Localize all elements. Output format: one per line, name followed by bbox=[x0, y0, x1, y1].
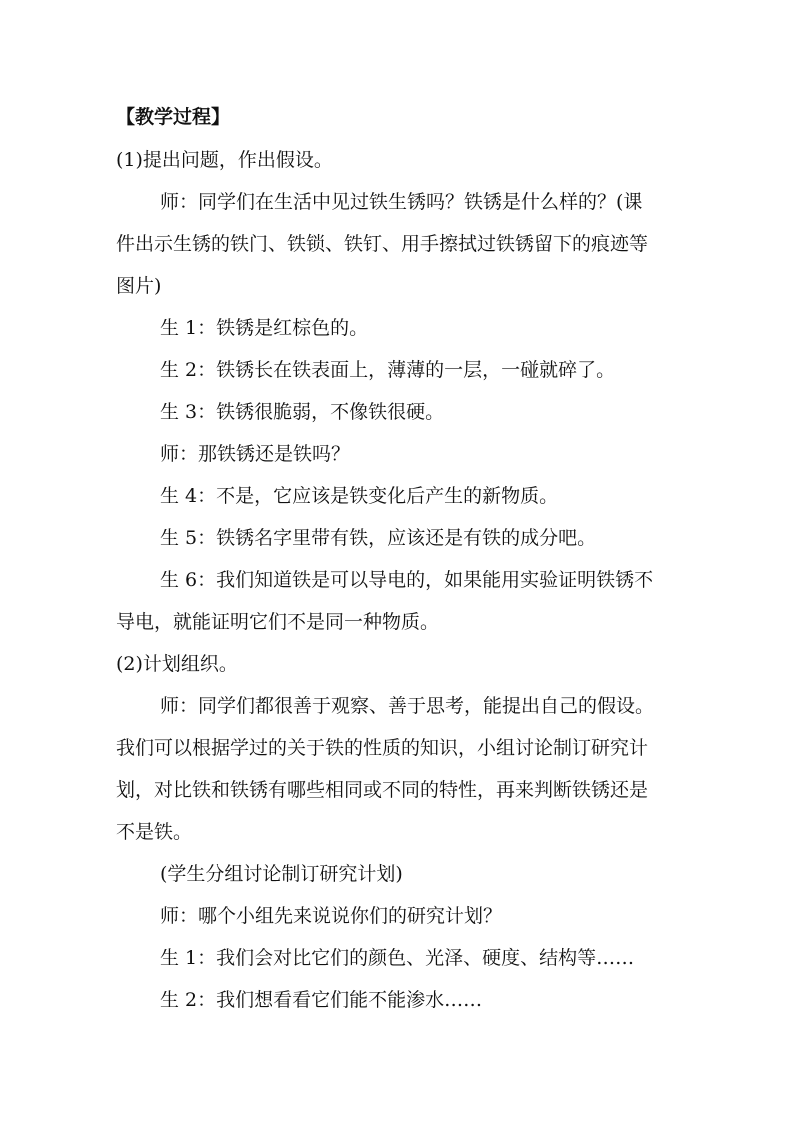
dialogue-line: 生 2：我们想看看它们能不能渗水…… bbox=[160, 989, 483, 1011]
step-2-title: (2)计划组织。 bbox=[116, 653, 238, 675]
paragraph-line: 件出示生锈的铁门、铁锁、铁钉、用手擦拭过铁锈留下的痕迹等 bbox=[116, 233, 649, 255]
paragraph-line: 我们可以根据学过的关于铁的性质的知识，小组讨论制订研究计 bbox=[116, 737, 649, 759]
paragraph-line: 图片) bbox=[116, 275, 162, 297]
paragraph-line: 导电，就能证明它们不是同一种物质。 bbox=[116, 611, 440, 633]
dialogue-line: 生 1：铁锈是红棕色的。 bbox=[160, 317, 369, 339]
dialogue-line: 生 3：铁锈很脆弱，不像铁很硬。 bbox=[160, 401, 445, 423]
dialogue-line: 生 5：铁锈名字里带有铁，应该还是有铁的成分吧。 bbox=[160, 527, 597, 549]
paragraph-line: 不是铁。 bbox=[116, 821, 193, 843]
dialogue-line: 生 2：铁锈长在铁表面上，薄薄的一层，一碰就碎了。 bbox=[160, 359, 616, 381]
stage-direction: (学生分组讨论制订研究计划) bbox=[160, 863, 403, 885]
paragraph-line: 师：同学们在生活中见过铁生锈吗？铁锈是什么样的？(课 bbox=[160, 191, 643, 213]
dialogue-line: 生 6：我们知道铁是可以导电的，如果能用实验证明铁锈不 bbox=[160, 569, 654, 591]
step-1-title: (1)提出问题，作出假设。 bbox=[116, 149, 333, 171]
dialogue-line: 生 4：不是，它应该是铁变化后产生的新物质。 bbox=[160, 485, 559, 507]
section-heading: 【教学过程】 bbox=[116, 106, 231, 128]
dialogue-line: 生 1：我们会对比它们的颜色、光泽、硬度、结构等…… bbox=[160, 947, 635, 969]
paragraph-line: 师：同学们都很善于观察、善于思考，能提出自己的假设。 bbox=[160, 695, 655, 717]
dialogue-line: 师：哪个小组先来说说你们的研究计划？ bbox=[160, 905, 503, 927]
paragraph-line: 划，对比铁和铁锈有哪些相同或不同的特性，再来判断铁锈还是 bbox=[116, 779, 649, 801]
dialogue-line: 师：那铁锈还是铁吗？ bbox=[160, 443, 351, 465]
